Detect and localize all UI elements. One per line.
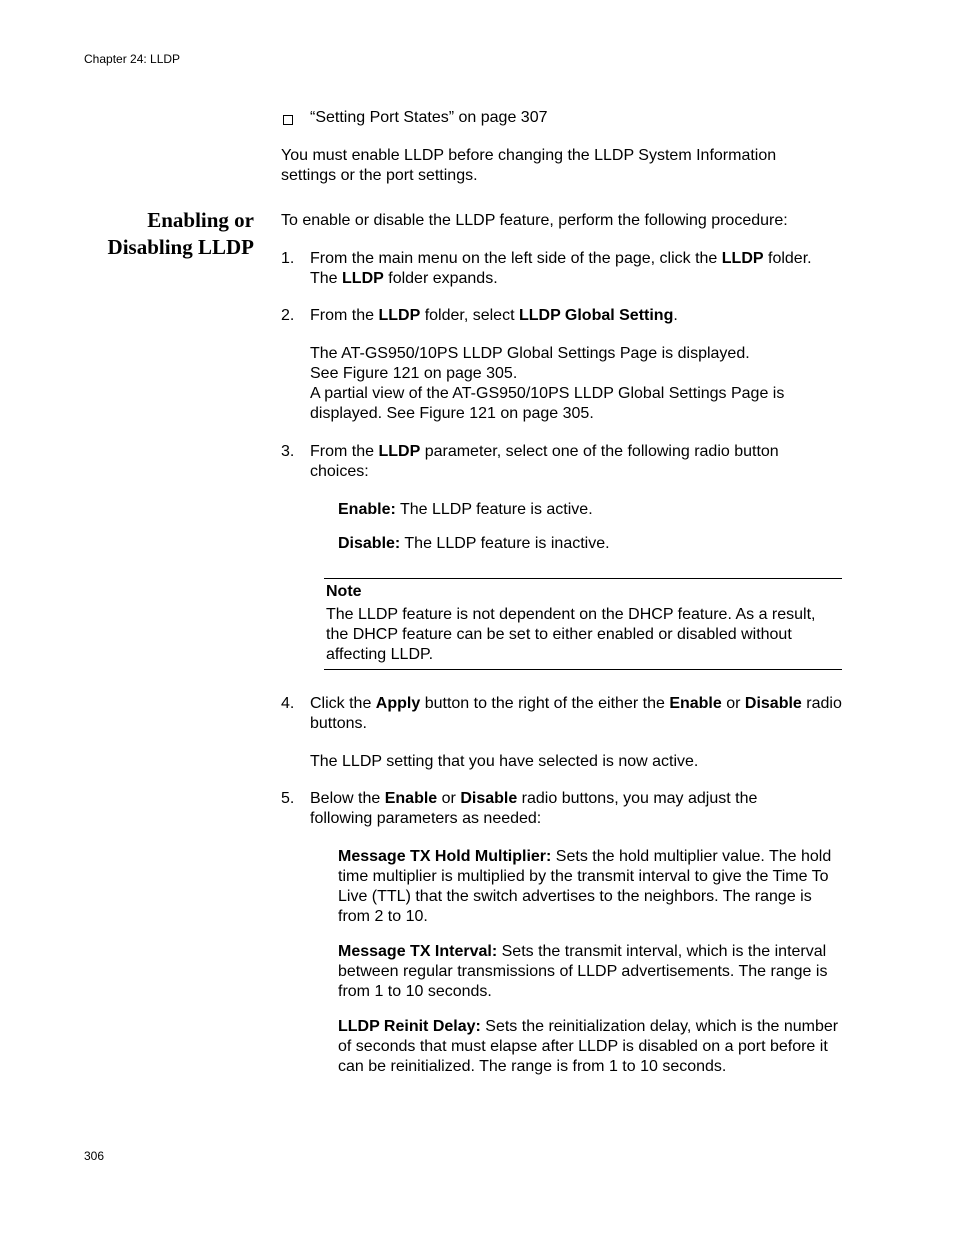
step-5-text: Below the Enable or Disable radio buttons, you may adjust the following parameters as needed: [310, 790, 758, 827]
step-2-text: From the LLDP folder, select LLDP Global Setting. [310, 307, 678, 324]
step-number: 5. [281, 790, 295, 807]
enable-option: Enable: The LLDP feature is active. [338, 501, 593, 518]
note-text: The LLDP feature is not dependent on the DHCP feature. As a result, the DHCP feature can be set to either enabled or disabled without affecting LLDP. [326, 606, 816, 663]
step-number: 4. [281, 695, 295, 712]
param-tx-interval: Message TX Interval: Sets the transmit interval, which is the interval between regular transmissions of LLDP advertisements. The range is from 1 to 10 seconds. [338, 943, 828, 1000]
checkbox-bullet-icon [283, 115, 293, 125]
step-2-paragraph: The AT-GS950/10PS LLDP Global Settings Page is displayed. See Figure 121 on page 305. A partial view of the AT-GS950/10PS LLDP Global Settings Page is displayed. See Figure 121 on page 305. [310, 345, 785, 422]
section-heading-line2: Disabling LLDP [107, 235, 254, 259]
cross-reference-link[interactable]: “Setting Port States” on page 307 [310, 109, 548, 126]
step-number: 3. [281, 443, 295, 460]
note-box [324, 578, 842, 670]
intro-paragraph: You must enable LLDP before changing the LLDP System Information settings or the port settings. [281, 147, 777, 184]
section-heading [84, 207, 254, 261]
section-heading-line1: Enabling or [147, 208, 254, 232]
step-4-paragraph: The LLDP setting that you have selected is now active. [310, 753, 699, 770]
step-1-line1: From the main menu on the left side of the page, click the LLDP folder. [310, 250, 812, 267]
step-3-text: From the LLDP parameter, select one of the following radio button choices: [310, 443, 779, 480]
note-title: Note [326, 583, 362, 600]
chapter-header: Chapter 24: LLDP [84, 52, 181, 66]
step-number: 2. [281, 307, 295, 324]
step-1-text [310, 249, 850, 289]
step-1-line2: The LLDP folder expands. [310, 270, 498, 287]
page-number: 306 [84, 1149, 105, 1163]
step-number: 1. [281, 250, 295, 267]
param-reinit-delay: LLDP Reinit Delay: Sets the reinitialization delay, which is the number of seconds that must elapse after LLDP is disabled on a port before it can be reinitialized. The range is from 1 to 10 seconds. [338, 1018, 839, 1075]
section-lead: To enable or disable the LLDP feature, perform the following procedure: [281, 212, 788, 229]
param-tx-hold-multiplier: Message TX Hold Multiplier: Sets the hold multiplier value. The hold time multiplier is multiplied by the transmit interval to give the Time To Live (TTL) that the switch advertises to the neighbors. The range is from 2 to 10. [338, 848, 832, 925]
step-4-text: Click the Apply button to the right of the either the Enable or Disable radio buttons. [310, 695, 842, 732]
disable-option: Disable: The LLDP feature is inactive. [338, 535, 610, 552]
